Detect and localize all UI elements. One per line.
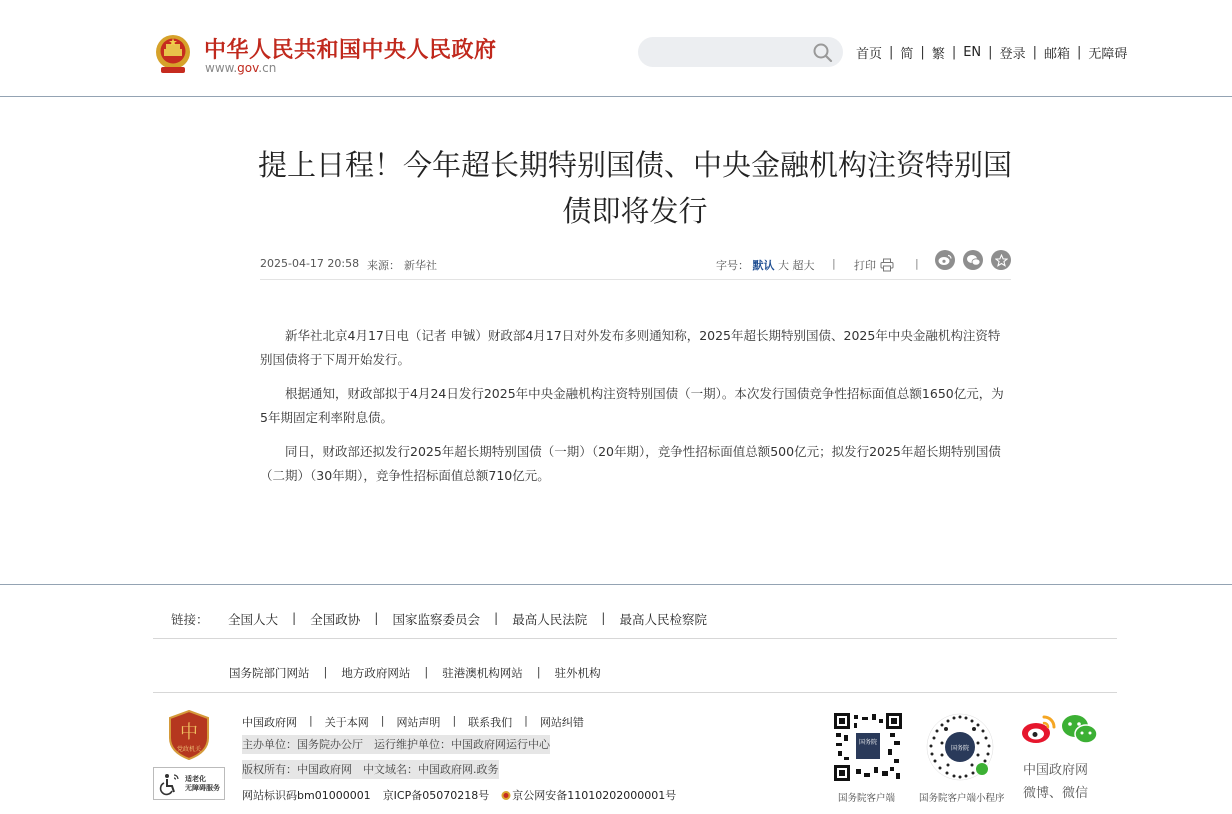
nav-separator: | — [988, 45, 993, 60]
article-paragraph: 根据通知，财政部拟于4月24日发行2025年中央金融机构注资特别国债（一期）。本次发行国债竞争性招标面值总额1650亿元，为5年期固定利率附息债。 — [260, 386, 1004, 425]
favorite-icon[interactable] — [991, 250, 1011, 270]
source-name: 新华社 — [404, 259, 437, 272]
weibo-icon[interactable] — [1020, 713, 1058, 747]
link-npc[interactable]: 全国人大 — [228, 612, 279, 627]
wechat-share-icon[interactable] — [963, 250, 983, 270]
links-label: 链接： — [171, 612, 209, 627]
link-separator: | — [380, 714, 385, 727]
link-separator: | — [323, 665, 328, 679]
site-id: 网站标识码bm01000001 — [242, 789, 371, 802]
svg-text:中: 中 — [180, 722, 198, 743]
site-header — [0, 0, 1232, 97]
top-nav — [856, 43, 1127, 62]
article-body — [260, 324, 1011, 498]
social-text — [1023, 759, 1123, 805]
site-info-links — [242, 714, 584, 730]
site-url-brand: gov — [237, 61, 259, 75]
nav-separator: | — [920, 45, 925, 60]
site-url[interactable] — [205, 61, 276, 75]
elderly-accessibility-badge[interactable] — [153, 767, 225, 800]
site-footer — [0, 584, 1232, 814]
link-separator: | — [374, 610, 379, 625]
qr-code-app[interactable] — [834, 713, 902, 781]
secondary-links — [229, 665, 601, 681]
link-departments[interactable]: 国务院部门网站 — [229, 666, 310, 680]
print-icon — [880, 258, 894, 272]
site-url-suffix: .cn — [258, 61, 277, 75]
qr2-center-text: 国务院 — [950, 745, 970, 752]
font-size-control — [716, 257, 815, 273]
print-label: 打印 — [854, 259, 876, 272]
wechat-icon[interactable] — [1060, 713, 1100, 747]
nav-login[interactable]: 登录 — [999, 47, 1026, 62]
link-about[interactable]: 关于本网 — [324, 716, 369, 729]
police-record-link[interactable] — [501, 787, 676, 803]
nav-separator: | — [1032, 45, 1037, 60]
link-supreme-court[interactable]: 最高人民法院 — [512, 612, 588, 627]
link-statement[interactable]: 网站声明 — [396, 716, 441, 729]
nav-home[interactable]: 首页 — [856, 47, 883, 62]
publish-date: 2025-04-17 20:58 — [260, 257, 360, 270]
link-supervision[interactable]: 国家监察委员会 — [392, 612, 480, 627]
site-url-prefix: www. — [205, 61, 238, 75]
article-meta — [260, 249, 1011, 280]
nav-mail[interactable]: 邮箱 — [1043, 47, 1070, 62]
link-procuratorate[interactable]: 最高人民检察院 — [619, 612, 707, 627]
nav-accessibility[interactable]: 无障碍 — [1088, 47, 1128, 62]
nav-separator: | — [951, 45, 957, 60]
meta-separator: | — [915, 257, 919, 270]
nav-english[interactable]: EN — [963, 45, 982, 60]
link-overseas[interactable]: 驻外机构 — [554, 666, 601, 680]
link-hk-macao[interactable]: 驻港澳机构网站 — [442, 666, 523, 680]
related-links — [171, 610, 707, 628]
link-cppcc[interactable]: 全国政协 — [310, 612, 361, 627]
nav-separator: | — [1076, 45, 1082, 60]
link-separator: | — [452, 714, 457, 727]
qr-code-mini-program[interactable] — [926, 713, 994, 781]
article-title: 提上日程！今年超长期特别国债、中央金融机构注资特别国债即将发行 — [258, 148, 1013, 228]
svg-text:国务院: 国务院 — [858, 739, 878, 746]
source-label: 来源： — [367, 259, 400, 272]
national-emblem[interactable] — [153, 33, 193, 75]
emblem-text: 党政机关 — [176, 746, 202, 753]
article-paragraph: 同日，财政部还拟发行2025年超长期特别国债（一期）（20年期），竞争性招标面值总额500亿元；拟发行2025年超长期特别国债（二期）（30年期），竞争性招标面值总额710亿元。 — [260, 444, 1001, 483]
site-title[interactable]: 中华人民共和国中央人民政府 — [204, 38, 497, 63]
social-text-line2: 微博、微信 — [1023, 786, 1089, 801]
article-paragraph: 新华社北京4月17日电（记者 申铖）财政部4月17日对外发布多则通知称，2025年超长期特别国债、2025年中央金融机构注资特别国债将于下周开始发行。 — [260, 328, 1001, 367]
link-separator: | — [536, 665, 541, 679]
link-separator: | — [424, 665, 429, 679]
police-badge-icon — [501, 790, 511, 801]
footer-divider — [153, 692, 1117, 693]
link-separator: | — [309, 714, 313, 727]
nav-simplified[interactable]: 简 — [900, 47, 914, 62]
footer-divider — [153, 638, 1117, 639]
copyright-info: 版权所有：中国政府网 中文域名：中国政府网.政务 — [242, 760, 499, 779]
link-separator: | — [601, 610, 606, 625]
organizer-info: 主办单位：国务院办公厅 运行维护单位：中国政府网运行中心 — [242, 735, 550, 754]
link-report-error[interactable]: 网站纠错 — [539, 716, 584, 729]
font-size-xlarge[interactable]: 超大 — [792, 259, 815, 272]
link-separator: | — [524, 714, 528, 727]
access-badge-text: 适老化 无障碍服务 — [185, 774, 220, 792]
print-button[interactable] — [854, 257, 894, 273]
social-text-line1: 中国政府网 — [1023, 763, 1089, 778]
nav-traditional[interactable]: 繁 — [931, 47, 945, 62]
accessibility-icon — [158, 772, 182, 796]
qr-caption-app: 国务院客户端 — [838, 793, 896, 804]
police-record: 京公网安备11010202000001号 — [512, 789, 677, 802]
link-gov-home[interactable]: 中国政府网 — [242, 716, 297, 729]
font-size-label: 字号： — [716, 259, 749, 272]
registration-info — [242, 787, 676, 803]
link-local-gov[interactable]: 地方政府网站 — [341, 666, 411, 680]
icp-link[interactable]: 京ICP备05070218号 — [382, 789, 490, 802]
meta-separator: | — [832, 257, 836, 270]
link-separator: | — [292, 610, 297, 625]
font-size-large[interactable]: 大 — [778, 259, 789, 272]
party-gov-emblem[interactable] — [168, 710, 210, 760]
link-separator: | — [493, 610, 499, 625]
link-contact[interactable]: 联系我们 — [468, 716, 513, 729]
weibo-share-icon[interactable] — [935, 250, 955, 270]
search-icon[interactable] — [812, 42, 834, 62]
nav-separator: | — [889, 45, 894, 60]
qr-caption-mini-program: 国务院客户端小程序 — [919, 793, 1005, 804]
font-size-default[interactable]: 默认 — [752, 259, 775, 272]
